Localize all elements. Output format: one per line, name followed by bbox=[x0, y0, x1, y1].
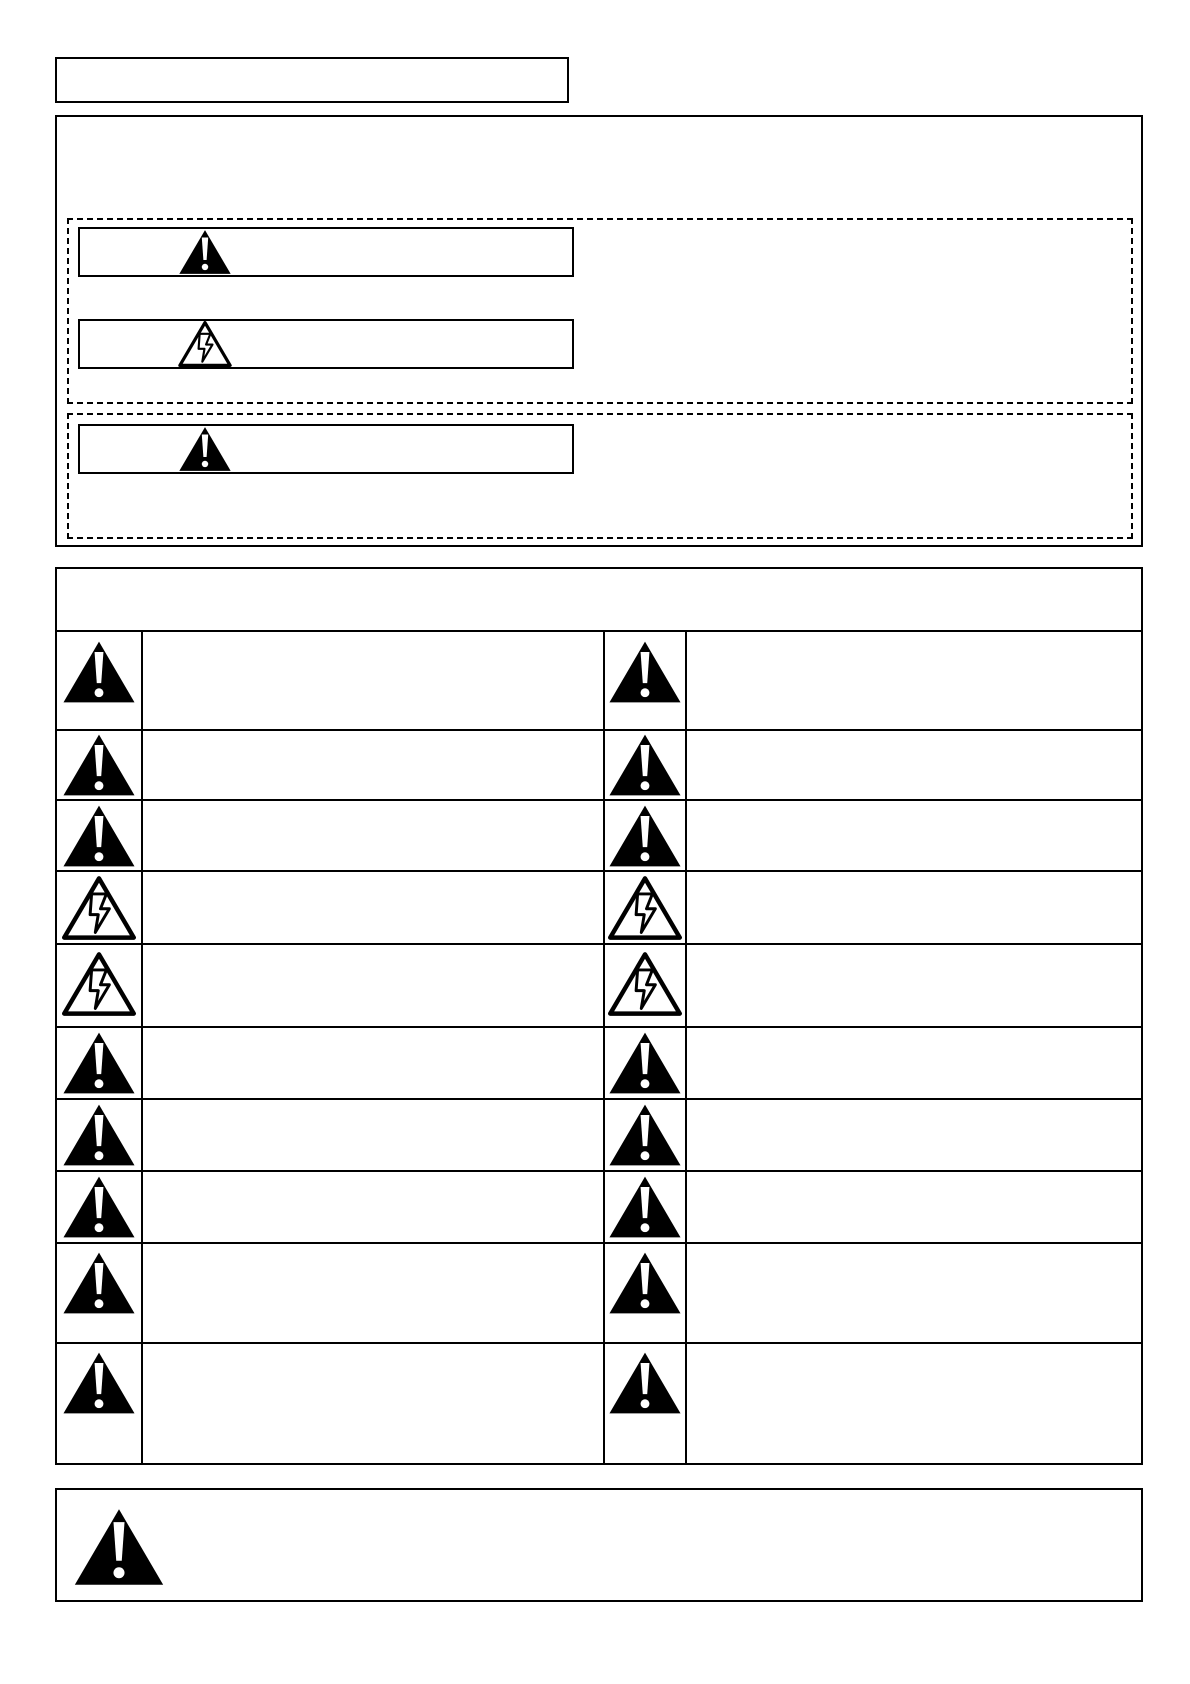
caution-group bbox=[67, 413, 1133, 539]
signal-intro-text bbox=[57, 117, 1141, 205]
warning-exclamation-icon bbox=[178, 229, 232, 275]
safety-instruction-text bbox=[145, 1343, 603, 1463]
electric-hazard-icon bbox=[57, 871, 141, 944]
safety-instruction-text bbox=[689, 944, 1141, 1027]
safety-instruction-text bbox=[145, 944, 603, 1027]
warning-exclamation-icon bbox=[57, 1099, 141, 1171]
table-column-divider bbox=[685, 632, 687, 1463]
warning-exclamation-icon bbox=[605, 730, 685, 800]
safety-instruction-text bbox=[145, 800, 603, 871]
warning-exclamation-icon bbox=[57, 730, 141, 800]
signal-words-panel bbox=[55, 115, 1143, 547]
safety-instruction-text bbox=[689, 1343, 1141, 1463]
safety-instruction-text bbox=[145, 730, 603, 800]
warning-exclamation-icon bbox=[605, 800, 685, 871]
safety-instruction-text bbox=[689, 1171, 1141, 1243]
warning-exclamation-icon bbox=[57, 1027, 141, 1099]
safety-instruction-text bbox=[689, 800, 1141, 871]
warning-exclamation-icon bbox=[178, 426, 232, 472]
signal-box-warning bbox=[78, 227, 574, 277]
warning-exclamation-icon bbox=[605, 1099, 685, 1171]
section-title bbox=[55, 57, 569, 103]
electric-hazard-icon bbox=[57, 944, 141, 1024]
warning-exclamation-icon bbox=[57, 632, 141, 712]
safety-instruction-text bbox=[145, 632, 603, 730]
warning-exclamation-icon bbox=[57, 800, 141, 871]
safety-instruction-text bbox=[145, 871, 603, 944]
safety-table-heading bbox=[57, 569, 1141, 632]
electric-hazard-icon bbox=[605, 871, 685, 944]
electric-hazard-icon bbox=[178, 321, 232, 367]
safety-instruction-text bbox=[689, 730, 1141, 800]
safety-instruction-text bbox=[689, 1099, 1141, 1171]
safety-instruction-text bbox=[689, 871, 1141, 944]
warning-exclamation-icon bbox=[57, 1343, 141, 1423]
safety-instruction-text bbox=[145, 1099, 603, 1171]
safety-instruction-text bbox=[689, 1243, 1141, 1343]
safety-table bbox=[55, 567, 1143, 1465]
safety-instruction-text bbox=[689, 1027, 1141, 1099]
signal-box-caution bbox=[78, 424, 574, 474]
warning-exclamation-icon bbox=[605, 1243, 685, 1323]
warning-exclamation-icon bbox=[605, 1343, 685, 1423]
warning-exclamation-icon bbox=[605, 632, 685, 712]
safety-instruction-text bbox=[145, 1243, 603, 1343]
warning-exclamation-icon bbox=[605, 1027, 685, 1099]
warning-exclamation-icon bbox=[605, 1171, 685, 1243]
warning-exclamation-icon bbox=[57, 1171, 141, 1243]
electric-hazard-icon bbox=[605, 944, 685, 1024]
safety-instruction-text bbox=[689, 632, 1141, 730]
warning-exclamation-icon bbox=[57, 1243, 141, 1323]
safety-instruction-text bbox=[145, 1027, 603, 1099]
table-column-divider bbox=[141, 632, 143, 1463]
signal-box-electric bbox=[78, 319, 574, 369]
bottom-note bbox=[55, 1488, 1143, 1602]
warning-exclamation-icon bbox=[73, 1506, 165, 1588]
danger-group bbox=[67, 218, 1133, 404]
safety-instruction-text bbox=[145, 1171, 603, 1243]
